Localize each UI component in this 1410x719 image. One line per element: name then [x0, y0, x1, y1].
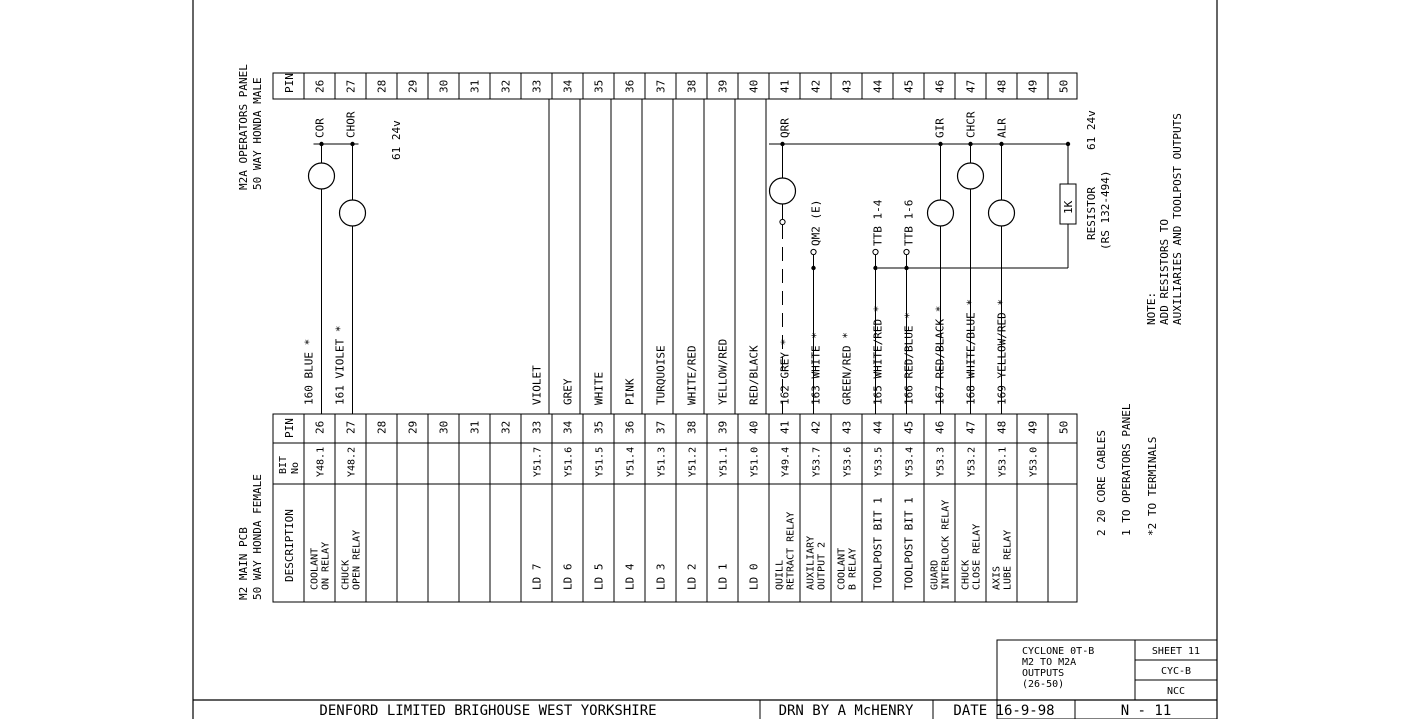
bit-Y53.5: Y53.5	[873, 446, 885, 477]
top-connector-title-line1: M2A OPERATORS PANEL	[237, 64, 250, 190]
bottom-pin-40: 40	[747, 420, 761, 434]
wire-label-pin-43: GREEN/RED *	[840, 332, 854, 405]
top-pin-33: 33	[530, 79, 544, 93]
top-pin-37: 37	[654, 79, 668, 93]
relay-coil-chor	[340, 200, 366, 226]
drawing-date: DATE 16-9-98	[953, 703, 1055, 719]
legend-line-1: 2 20 CORE CABLES	[1095, 430, 1108, 536]
bottom-pin-43: 43	[840, 420, 854, 434]
signal-label-alr: ALR	[995, 118, 1009, 138]
description-pin-27-line1: CHUCK	[340, 559, 352, 590]
description-pin-37: LD 3	[654, 563, 668, 590]
bottom-pin-39: 39	[716, 420, 730, 434]
description-pin-41-line2: RETRACT RELAY	[785, 511, 797, 590]
bit-Y51.4: Y51.4	[625, 446, 637, 477]
top-pin-40: 40	[747, 79, 761, 93]
description-pin-48-line2: LUBE RELAY	[1002, 529, 1014, 590]
resistor-value: 1K	[1062, 200, 1075, 214]
legend-line-2: 1 TO OPERATORS PANEL	[1120, 403, 1133, 536]
drawing-title-line1: CYCLONE 0T-B	[1022, 646, 1095, 657]
bit-header-line2: No	[290, 461, 301, 474]
bit-Y51.5: Y51.5	[594, 446, 606, 477]
wire-label-pin-46: 167 RED/BLACK *	[933, 305, 947, 405]
description-pin-44: TOOLPOST BIT 1	[871, 497, 885, 590]
wire-label-pin-48: 169 YELLOW/RED *	[995, 299, 1009, 405]
wire-label-pin-45: 166 RED/BLUE *	[902, 312, 916, 405]
signal-label-ttb-1-6: TTB 1-6	[902, 199, 916, 246]
bit-Y53.6: Y53.6	[842, 446, 854, 477]
description-pin-26-line1: COOLANT	[309, 547, 321, 590]
bottom-pin-35: 35	[592, 420, 606, 434]
bottom-pin-rows	[310, 420, 1071, 590]
note-line-1: ADD RESISTORS TO	[1158, 219, 1171, 325]
relay-coil-alr	[989, 200, 1015, 226]
note	[1145, 113, 1184, 325]
description-pin-34: LD 6	[561, 563, 575, 590]
bit-Y51.1: Y51.1	[718, 446, 730, 477]
top-pin-45: 45	[902, 79, 916, 93]
top-pin-42: 42	[809, 79, 823, 93]
wire-label-pin-37: TURQUOISE	[654, 345, 668, 405]
description-pin-42-line2: OUTPUT 2	[816, 541, 828, 590]
top-pin-50: 50	[1057, 79, 1071, 93]
wire-label-pin-42: 163 WHITE *	[809, 332, 823, 405]
bottom-pin-34: 34	[561, 420, 575, 434]
bottom-pin-44: 44	[871, 420, 885, 434]
wire-label-pin-41: 162 GREY *	[778, 338, 792, 405]
bottom-pin-30: 30	[437, 420, 451, 434]
signal-label-chcr: CHCR	[964, 111, 978, 138]
drawing-code-2: NCC	[1166, 686, 1186, 697]
wires	[303, 99, 1071, 414]
top-connector-title-line2: 50 WAY HONDA MALE	[251, 77, 264, 190]
junction-qm2	[811, 266, 815, 270]
bit-header-line1: BIT	[278, 455, 289, 474]
top-pin-36: 36	[623, 79, 637, 93]
bottom-pin-49: 49	[1026, 420, 1040, 434]
description-pin-42-line1: AUXILIARY	[805, 535, 817, 590]
bottom-pin-33: 33	[530, 420, 544, 434]
top-pin-32: 32	[499, 79, 513, 93]
bit-Y51.3: Y51.3	[656, 446, 668, 477]
sheet-border	[193, 0, 1217, 719]
supply-label-left: 61 24v	[390, 120, 403, 160]
resistor-label: RESISTOR	[1085, 187, 1098, 240]
cable-legend	[1095, 403, 1159, 536]
top-pin-27: 27	[344, 79, 358, 93]
bottom-connector-table	[273, 414, 1077, 602]
top-pin-34: 34	[561, 79, 575, 93]
note-line-2: AUXILIARIES AND TOOLPOST OUTPUTS	[1171, 113, 1184, 325]
signal-label-ttb-1-4: TTB 1-4	[871, 199, 885, 246]
bit-Y53.2: Y53.2	[966, 446, 978, 477]
drawing-title-line4: (26-50)	[1022, 679, 1065, 690]
bottom-pin-48: 48	[995, 420, 1009, 434]
bit-Y51.2: Y51.2	[687, 446, 699, 477]
drawing-title-line3: OUTPUTS	[1022, 668, 1065, 679]
top-pin-30: 30	[437, 79, 451, 93]
wire-label-pin-44: 165 WHITE/RED *	[871, 305, 885, 405]
relay-coil-chcr	[958, 163, 984, 189]
bottom-pin-45: 45	[902, 420, 916, 434]
bottom-connector-title	[237, 474, 264, 600]
signal-label-qrr: QRR	[778, 118, 792, 138]
top-pin-row	[314, 79, 1071, 93]
bottom-pin-37: 37	[654, 420, 668, 434]
description-pin-43-line2: B RELAY	[847, 547, 859, 590]
description-pin-47-line1: CHUCK	[960, 559, 972, 590]
description-pin-36: LD 4	[623, 563, 637, 590]
description-pin-35: LD 5	[592, 563, 606, 590]
description-pin-40: LD 0	[747, 563, 761, 590]
company-name: DENFORD LIMITED BRIGHOUSE WEST YORKSHIRE	[319, 703, 657, 719]
signal-label-cor: COR	[313, 118, 327, 138]
top-connector-table	[273, 73, 1077, 99]
wire-label-pin-38: WHITE/RED	[685, 345, 699, 405]
bit-Y53.7: Y53.7	[811, 446, 823, 477]
bottom-pin-28: 28	[375, 420, 389, 434]
top-pin-43: 43	[840, 79, 854, 93]
drawn-by: DRN BY A McHENRY	[778, 703, 914, 719]
drawing-number: N - 11	[1120, 703, 1172, 719]
top-pin-48: 48	[995, 79, 1009, 93]
top-pin-31: 31	[468, 79, 482, 93]
drawing-title-line2: M2 TO M2A	[1022, 657, 1077, 668]
relay-coil-qrr	[770, 178, 796, 204]
description-pin-26-line2: ON RELAY	[320, 541, 332, 590]
bottom-pin-26: 26	[313, 420, 327, 434]
description-pin-38: LD 2	[685, 563, 699, 590]
bottom-pin-31: 31	[468, 420, 482, 434]
wire-label-pin-33: VIOLET	[530, 365, 544, 405]
terminal-ttb-1-4	[873, 249, 878, 254]
terminal-ttb-1-6	[904, 249, 909, 254]
wire-label-pin-47: 168 WHITE/BLUE *	[964, 299, 978, 405]
bit-Y53.0: Y53.0	[1028, 446, 1040, 477]
bit-Y51.7: Y51.7	[532, 446, 544, 477]
legend-line-3: *2 TO TERMINALS	[1146, 436, 1159, 536]
top-pin-39: 39	[716, 79, 730, 93]
signal-label-chor: CHOR	[344, 111, 358, 138]
wire-label-pin-27: 161 VIOLET *	[333, 325, 347, 405]
wire-label-pin-36: PINK	[623, 378, 637, 405]
bit-Y48.1: Y48.1	[315, 446, 327, 477]
wire-label-pin-39: YELLOW/RED	[716, 338, 730, 405]
top-pin-46: 46	[933, 79, 947, 93]
bit-Y53.1: Y53.1	[997, 446, 1009, 477]
bottom-pin-29: 29	[406, 420, 420, 434]
description-pin-39: LD 1	[716, 563, 730, 590]
bottom-pin-38: 38	[685, 420, 699, 434]
bottom-pin-27: 27	[344, 420, 358, 434]
bottom-pin-47: 47	[964, 420, 978, 434]
description-pin-45: TOOLPOST BIT 1	[902, 497, 916, 590]
bottom-connector-title-line2: 50 WAY HONDA FEMALE	[251, 474, 264, 600]
supply-label-right: 61 24v	[1085, 110, 1098, 150]
note-heading: NOTE:	[1145, 291, 1158, 325]
top-connector-title	[237, 64, 264, 190]
bottom-pin-36: 36	[623, 420, 637, 434]
bit-Y53.3: Y53.3	[935, 446, 947, 477]
signal-label-gir: GIR	[933, 118, 947, 138]
bottom-pin-46: 46	[933, 420, 947, 434]
terminal-qm2	[811, 249, 816, 254]
terminal-qrr	[780, 219, 785, 224]
bottom-pin-50: 50	[1057, 420, 1071, 434]
relay-coil-cor	[309, 163, 335, 189]
description-pin-47-line2: CLOSE RELAY	[971, 523, 983, 590]
top-pin-49: 49	[1026, 79, 1040, 93]
description-pin-33: LD 7	[530, 563, 544, 590]
junction-ttb-1-4	[873, 266, 877, 270]
bit-Y51.6: Y51.6	[563, 446, 575, 477]
description-header: DESCRIPTION	[283, 509, 296, 582]
description-pin-27-line2: OPEN RELAY	[351, 529, 363, 590]
top-pin-29: 29	[406, 79, 420, 93]
resistor-part-number: (RS 132-494)	[1099, 170, 1112, 250]
relay-coil-gir	[928, 200, 954, 226]
sheet-number: SHEET 11	[1151, 646, 1201, 657]
bit-Y51.0: Y51.0	[749, 446, 761, 477]
wire-label-pin-35: WHITE	[592, 371, 606, 405]
wire-label-pin-40: RED/BLACK	[747, 345, 761, 405]
top-pin-35: 35	[592, 79, 606, 93]
bottom-connector-title-line1: M2 MAIN PCB	[237, 527, 250, 600]
signal-label-qm2-e-: QM2 (E)	[809, 199, 823, 246]
bit-Y53.4: Y53.4	[904, 446, 916, 477]
top-pin-41: 41	[778, 79, 792, 93]
bottom-pin-41: 41	[778, 420, 792, 434]
top-pin-26: 26	[313, 79, 327, 93]
description-pin-46-line1: GUARD	[929, 559, 941, 590]
top-pin-28: 28	[375, 79, 389, 93]
description-pin-46-line2: INTERLOCK RELAY	[940, 499, 952, 590]
top-pin-header: PIN	[283, 73, 296, 93]
bottom-pin-42: 42	[809, 420, 823, 434]
bit-Y49.4: Y49.4	[780, 446, 792, 477]
top-pin-38: 38	[685, 79, 699, 93]
wire-label-pin-26: 160 BLUE *	[302, 338, 316, 405]
description-pin-43-line1: COOLANT	[836, 547, 848, 590]
drawing-code: CYC-B	[1160, 666, 1192, 677]
bit-Y48.2: Y48.2	[346, 446, 358, 477]
description-pin-48-line1: AXIS	[991, 565, 1003, 590]
description-pin-41-line1: QUILL	[774, 559, 786, 590]
bottom-pin-header: PIN	[283, 418, 296, 438]
bottom-pin-32: 32	[499, 420, 513, 434]
top-pin-44: 44	[871, 79, 885, 93]
wire-label-pin-34: GREY	[561, 378, 575, 405]
top-pin-47: 47	[964, 79, 978, 93]
